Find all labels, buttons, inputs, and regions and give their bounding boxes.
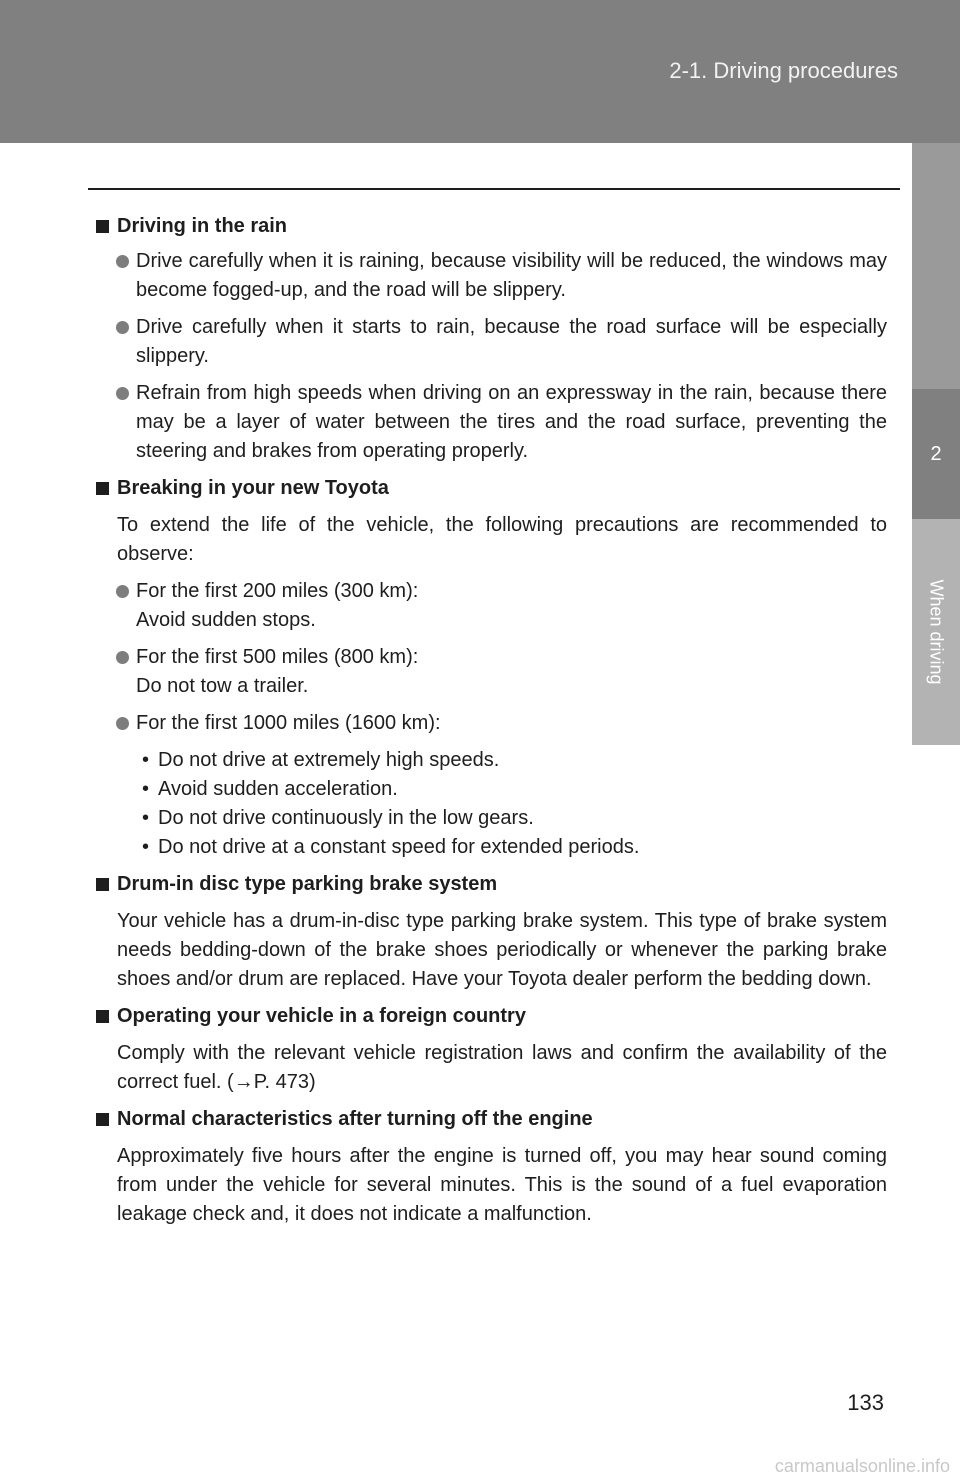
section-body: Comply with the relevant vehicle registration laws and confirm the availability of the correct fuel. (→P. 473): [117, 1042, 887, 1093]
heading-text: Normal characteristics after turning off the engine: [117, 1108, 593, 1130]
bullet-text: Refrain from high speeds when driving on an expressway in the rain, because there may be a layer of water between the tires and the road surface, preventing the steering and brakes from operating properly.: [136, 382, 887, 462]
sub-list: [96, 744, 887, 862]
square-bullet-icon: [96, 482, 109, 495]
header-rule: [88, 188, 900, 190]
list-item: [96, 709, 887, 738]
square-bullet-icon: [96, 1113, 109, 1126]
heading-text: Driving in the rain: [117, 215, 288, 237]
heading-text: Operating your vehicle in a foreign country: [117, 1005, 526, 1027]
sub-list-item: • Do not drive at extremely high speeds.: [142, 749, 500, 771]
section-heading: [96, 870, 887, 899]
section-title: 2-1. Driving procedures: [669, 58, 898, 83]
list-item: [96, 247, 887, 305]
sub-list-item: • Do not drive continuously in the low gears.: [142, 807, 534, 829]
square-bullet-icon: [96, 220, 109, 233]
chapter-side-tab: [912, 143, 960, 1484]
bullet-text: For the first 200 miles (300 km):: [136, 580, 419, 602]
header-bar: [0, 0, 960, 143]
section-heading: [96, 212, 887, 241]
heading-text: Drum-in disc type parking brake system: [117, 873, 498, 895]
list-item: [96, 577, 887, 635]
section-heading: [96, 1002, 887, 1031]
watermark-text: carmanualsonline.info: [774, 1456, 950, 1476]
page-content: [96, 212, 887, 1237]
section-body: Your vehicle has a drum-in-disc type parking brake system. This type of brake system needs bedding-down of the brake shoes periodically or whenever the parking brake shoes and/or drum are replaced. Have your Toyota dealer perform the bedding down.: [117, 910, 887, 990]
list-item: [96, 379, 887, 466]
bullet-text: Drive carefully when it starts to rain, because the road surface will be especially slippery.: [136, 316, 887, 367]
bullet-text: For the first 500 miles (800 km):: [136, 646, 419, 668]
section-intro: To extend the life of the vehicle, the following precautions are recommended to observe:: [117, 514, 887, 565]
sub-list-item: • Avoid sudden acceleration.: [142, 778, 398, 800]
section-heading: [96, 474, 887, 503]
square-bullet-icon: [96, 878, 109, 891]
sub-item-text: Do not drive continuously in the low gears.: [158, 807, 534, 829]
list-item: [96, 313, 887, 371]
bullet-subtext: Do not tow a trailer.: [136, 675, 309, 697]
circle-bullet-icon: [116, 255, 129, 268]
chapter-label-box: [912, 519, 960, 745]
circle-bullet-icon: [116, 651, 129, 664]
chapter-number: 2: [912, 389, 960, 519]
side-tab-upper: [912, 143, 960, 389]
bullet-subtext: Avoid sudden stops.: [136, 609, 316, 631]
heading-text: Breaking in your new Toyota: [117, 477, 389, 499]
sub-list-item: • Do not drive at a constant speed for extended periods.: [142, 836, 640, 858]
circle-bullet-icon: [116, 387, 129, 400]
list-item: [96, 643, 887, 701]
square-bullet-icon: [96, 1010, 109, 1023]
bullet-text: Drive carefully when it is raining, because visibility will be reduced, the windows may become fogged-up, and the road will be slippery.: [136, 250, 887, 301]
sub-item-text: Do not drive at extremely high speeds.: [158, 749, 500, 771]
circle-bullet-icon: [116, 321, 129, 334]
sub-item-text: Avoid sudden acceleration.: [158, 778, 398, 800]
sub-item-text: Do not drive at a constant speed for extended periods.: [158, 836, 640, 858]
page-number: 133: [847, 1390, 884, 1415]
section-body: Approximately five hours after the engine is turned off, you may hear sound coming from under the vehicle for several minutes. This is the sound of a fuel evaporation leakage check and, it does not indicate a malfunction.: [117, 1145, 887, 1225]
bullet-text: For the first 1000 miles (1600 km):: [136, 712, 441, 734]
chapter-label: When driving: [926, 579, 947, 685]
circle-bullet-icon: [116, 717, 129, 730]
section-heading: [96, 1105, 887, 1134]
circle-bullet-icon: [116, 585, 129, 598]
